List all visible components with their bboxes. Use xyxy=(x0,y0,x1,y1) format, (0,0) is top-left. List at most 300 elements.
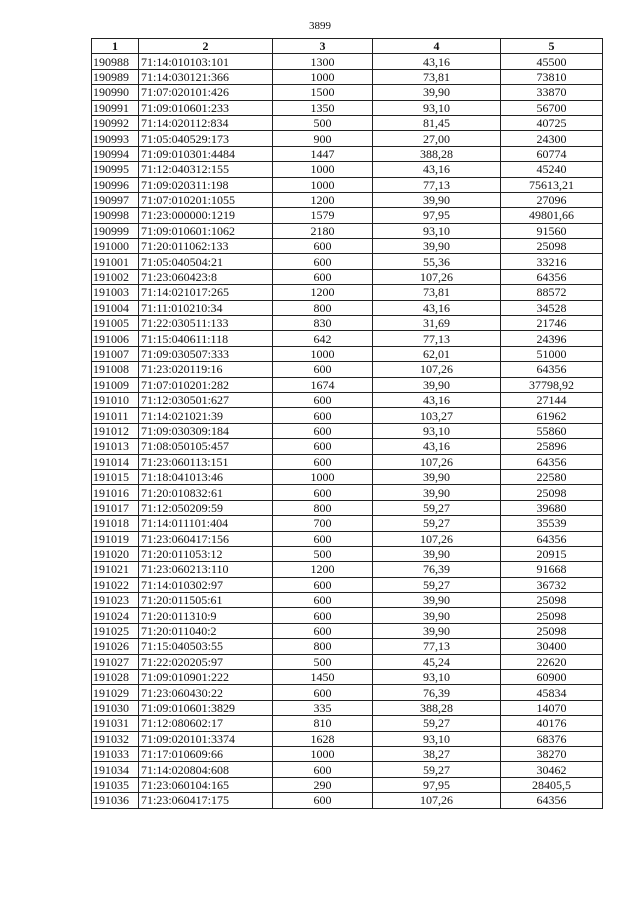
value-cell: 25098 xyxy=(501,608,603,623)
table-row xyxy=(92,762,603,777)
cadastral-number-cell: 71:23:060113:151 xyxy=(139,454,273,469)
area-cell: 600 xyxy=(273,408,373,423)
table-row xyxy=(92,516,603,531)
row-id-cell: 191032 xyxy=(92,731,139,746)
value-cell: 25896 xyxy=(501,439,603,454)
table-row xyxy=(92,562,603,577)
table-row xyxy=(92,408,603,423)
value-cell: 25098 xyxy=(501,623,603,638)
cadastral-number-cell: 71:09:010901:222 xyxy=(139,670,273,685)
value-cell: 33870 xyxy=(501,85,603,100)
rate-cell: 77,13 xyxy=(373,177,501,192)
rate-cell: 39,90 xyxy=(373,485,501,500)
table-row xyxy=(92,54,603,69)
table-row xyxy=(92,777,603,792)
cadastral-number-cell: 71:14:020112:834 xyxy=(139,115,273,130)
area-cell: 1000 xyxy=(273,346,373,361)
rate-cell: 43,16 xyxy=(373,300,501,315)
cadastral-number-cell: 71:23:060423:8 xyxy=(139,269,273,284)
value-cell: 75613,21 xyxy=(501,177,603,192)
row-id-cell: 191017 xyxy=(92,500,139,515)
area-cell: 600 xyxy=(273,762,373,777)
rate-cell: 39,90 xyxy=(373,546,501,561)
row-id-cell: 191005 xyxy=(92,316,139,331)
area-cell: 1300 xyxy=(273,54,373,69)
cadastral-number-cell: 71:20:011310:9 xyxy=(139,608,273,623)
row-id-cell: 190992 xyxy=(92,115,139,130)
rate-cell: 93,10 xyxy=(373,423,501,438)
area-cell: 1000 xyxy=(273,177,373,192)
rate-cell: 93,10 xyxy=(373,223,501,238)
table-row xyxy=(92,485,603,500)
row-id-cell: 191031 xyxy=(92,716,139,731)
cadastral-number-cell: 71:23:020119:16 xyxy=(139,362,273,377)
column-header-3: 3 xyxy=(273,39,373,54)
table-row xyxy=(92,716,603,731)
row-id-cell: 191010 xyxy=(92,392,139,407)
table-row xyxy=(92,700,603,715)
cadastral-number-cell: 71:14:030121:366 xyxy=(139,69,273,84)
row-id-cell: 191030 xyxy=(92,700,139,715)
value-cell: 64356 xyxy=(501,531,603,546)
rate-cell: 107,26 xyxy=(373,362,501,377)
value-cell: 45240 xyxy=(501,162,603,177)
table-row xyxy=(92,285,603,300)
rate-cell: 59,27 xyxy=(373,516,501,531)
row-id-cell: 191029 xyxy=(92,685,139,700)
value-cell: 55860 xyxy=(501,423,603,438)
cadastral-number-cell: 71:14:010302:97 xyxy=(139,577,273,592)
cadastral-number-cell: 71:14:021017:265 xyxy=(139,285,273,300)
area-cell: 500 xyxy=(273,546,373,561)
column-header-2: 2 xyxy=(139,39,273,54)
rate-cell: 39,90 xyxy=(373,192,501,207)
rate-cell: 97,95 xyxy=(373,777,501,792)
rate-cell: 39,90 xyxy=(373,469,501,484)
row-id-cell: 190988 xyxy=(92,54,139,69)
value-cell: 60774 xyxy=(501,146,603,161)
area-cell: 642 xyxy=(273,331,373,346)
rate-cell: 76,39 xyxy=(373,562,501,577)
column-header-5: 5 xyxy=(501,39,603,54)
area-cell: 800 xyxy=(273,639,373,654)
rate-cell: 39,90 xyxy=(373,608,501,623)
value-cell: 27144 xyxy=(501,392,603,407)
cadastral-number-cell: 71:23:000000:1219 xyxy=(139,208,273,223)
area-cell: 1674 xyxy=(273,377,373,392)
rate-cell: 55,36 xyxy=(373,254,501,269)
row-id-cell: 191020 xyxy=(92,546,139,561)
cadastral-number-cell: 71:09:010601:233 xyxy=(139,100,273,115)
area-cell: 600 xyxy=(273,423,373,438)
value-cell: 91560 xyxy=(501,223,603,238)
area-cell: 830 xyxy=(273,316,373,331)
table-row xyxy=(92,623,603,638)
cadastral-number-cell: 71:23:060430:22 xyxy=(139,685,273,700)
row-id-cell: 191006 xyxy=(92,331,139,346)
area-cell: 1200 xyxy=(273,285,373,300)
value-cell: 91668 xyxy=(501,562,603,577)
value-cell: 73810 xyxy=(501,69,603,84)
value-cell: 22620 xyxy=(501,654,603,669)
area-cell: 600 xyxy=(273,485,373,500)
row-id-cell: 191022 xyxy=(92,577,139,592)
cadastral-number-cell: 71:08:050105:457 xyxy=(139,439,273,454)
area-cell: 600 xyxy=(273,608,373,623)
area-cell: 600 xyxy=(273,239,373,254)
value-cell: 49801,66 xyxy=(501,208,603,223)
table-row xyxy=(92,131,603,146)
table-row xyxy=(92,85,603,100)
table-row xyxy=(92,793,603,808)
page-number: 3899 xyxy=(309,20,331,32)
cadastral-number-cell: 71:09:010301:4484 xyxy=(139,146,273,161)
rate-cell: 39,90 xyxy=(373,593,501,608)
value-cell: 24300 xyxy=(501,131,603,146)
row-id-cell: 191036 xyxy=(92,793,139,808)
rate-cell: 59,27 xyxy=(373,577,501,592)
row-id-cell: 191012 xyxy=(92,423,139,438)
row-id-cell: 191013 xyxy=(92,439,139,454)
cadastral-number-cell: 71:11:010210:34 xyxy=(139,300,273,315)
area-cell: 1000 xyxy=(273,69,373,84)
rate-cell: 39,90 xyxy=(373,377,501,392)
area-cell: 600 xyxy=(273,593,373,608)
value-cell: 64356 xyxy=(501,362,603,377)
table-body xyxy=(92,54,603,808)
value-cell: 24396 xyxy=(501,331,603,346)
cadastral-number-cell: 71:09:030507:333 xyxy=(139,346,273,361)
rate-cell: 107,26 xyxy=(373,793,501,808)
row-id-cell: 191025 xyxy=(92,623,139,638)
value-cell: 60900 xyxy=(501,670,603,685)
value-cell: 39680 xyxy=(501,500,603,515)
table-row xyxy=(92,331,603,346)
value-cell: 22580 xyxy=(501,469,603,484)
table-row xyxy=(92,423,603,438)
table-row xyxy=(92,177,603,192)
area-cell: 810 xyxy=(273,716,373,731)
rate-cell: 76,39 xyxy=(373,685,501,700)
area-cell: 600 xyxy=(273,577,373,592)
table-row xyxy=(92,377,603,392)
cadastral-number-cell: 71:17:010609:66 xyxy=(139,746,273,761)
table-row xyxy=(92,546,603,561)
value-cell: 51000 xyxy=(501,346,603,361)
cadastral-number-cell: 71:14:011101:404 xyxy=(139,516,273,531)
area-cell: 900 xyxy=(273,131,373,146)
column-header-1: 1 xyxy=(92,39,139,54)
table-row xyxy=(92,146,603,161)
data-table xyxy=(91,38,603,809)
cadastral-number-cell: 71:09:010601:3829 xyxy=(139,700,273,715)
table-row xyxy=(92,316,603,331)
area-cell: 800 xyxy=(273,500,373,515)
area-cell: 600 xyxy=(273,685,373,700)
row-id-cell: 191023 xyxy=(92,593,139,608)
row-id-cell: 190991 xyxy=(92,100,139,115)
area-cell: 600 xyxy=(273,623,373,638)
cadastral-number-cell: 71:22:030511:133 xyxy=(139,316,273,331)
value-cell: 27096 xyxy=(501,192,603,207)
value-cell: 61962 xyxy=(501,408,603,423)
table-row xyxy=(92,439,603,454)
value-cell: 64356 xyxy=(501,793,603,808)
area-cell: 1628 xyxy=(273,731,373,746)
area-cell: 600 xyxy=(273,254,373,269)
value-cell: 88572 xyxy=(501,285,603,300)
row-id-cell: 191001 xyxy=(92,254,139,269)
cadastral-number-cell: 71:07:020101:426 xyxy=(139,85,273,100)
cadastral-number-cell: 71:20:011053:12 xyxy=(139,546,273,561)
row-id-cell: 190994 xyxy=(92,146,139,161)
rate-cell: 107,26 xyxy=(373,269,501,284)
table-row xyxy=(92,192,603,207)
area-cell: 1200 xyxy=(273,562,373,577)
area-cell: 700 xyxy=(273,516,373,531)
area-cell: 290 xyxy=(273,777,373,792)
rate-cell: 73,81 xyxy=(373,69,501,84)
cadastral-number-cell: 71:12:080602:17 xyxy=(139,716,273,731)
area-cell: 600 xyxy=(273,362,373,377)
value-cell: 40176 xyxy=(501,716,603,731)
value-cell: 64356 xyxy=(501,269,603,284)
area-cell: 500 xyxy=(273,115,373,130)
cadastral-number-cell: 71:20:010832:61 xyxy=(139,485,273,500)
rate-cell: 103,27 xyxy=(373,408,501,423)
rate-cell: 39,90 xyxy=(373,239,501,254)
cadastral-number-cell: 71:20:011040:2 xyxy=(139,623,273,638)
area-cell: 1447 xyxy=(273,146,373,161)
area-cell: 600 xyxy=(273,439,373,454)
table-row xyxy=(92,746,603,761)
value-cell: 68376 xyxy=(501,731,603,746)
row-id-cell: 191000 xyxy=(92,239,139,254)
area-cell: 335 xyxy=(273,700,373,715)
rate-cell: 107,26 xyxy=(373,531,501,546)
table-row xyxy=(92,670,603,685)
table-row xyxy=(92,392,603,407)
row-id-cell: 191014 xyxy=(92,454,139,469)
value-cell: 36732 xyxy=(501,577,603,592)
value-cell: 21746 xyxy=(501,316,603,331)
rate-cell: 59,27 xyxy=(373,716,501,731)
table-row xyxy=(92,654,603,669)
area-cell: 500 xyxy=(273,654,373,669)
cadastral-number-cell: 71:09:030309:184 xyxy=(139,423,273,438)
area-cell: 1000 xyxy=(273,469,373,484)
row-id-cell: 191003 xyxy=(92,285,139,300)
rate-cell: 388,28 xyxy=(373,146,501,161)
table-row xyxy=(92,685,603,700)
table-row xyxy=(92,469,603,484)
cadastral-number-cell: 71:14:010103:101 xyxy=(139,54,273,69)
area-cell: 1500 xyxy=(273,85,373,100)
row-id-cell: 190995 xyxy=(92,162,139,177)
area-cell: 600 xyxy=(273,454,373,469)
rate-cell: 73,81 xyxy=(373,285,501,300)
row-id-cell: 191021 xyxy=(92,562,139,577)
value-cell: 37798,92 xyxy=(501,377,603,392)
rate-cell: 62,01 xyxy=(373,346,501,361)
column-header-4: 4 xyxy=(373,39,501,54)
rate-cell: 388,28 xyxy=(373,700,501,715)
table-row xyxy=(92,346,603,361)
rate-cell: 43,16 xyxy=(373,162,501,177)
cadastral-number-cell: 71:20:011062:133 xyxy=(139,239,273,254)
cadastral-number-cell: 71:14:021021:39 xyxy=(139,408,273,423)
cadastral-number-cell: 71:05:040504:21 xyxy=(139,254,273,269)
value-cell: 56700 xyxy=(501,100,603,115)
table-row xyxy=(92,162,603,177)
cadastral-number-cell: 71:09:020101:3374 xyxy=(139,731,273,746)
rate-cell: 59,27 xyxy=(373,762,501,777)
value-cell: 35539 xyxy=(501,516,603,531)
cadastral-number-cell: 71:07:010201:1055 xyxy=(139,192,273,207)
area-cell: 1350 xyxy=(273,100,373,115)
table-row xyxy=(92,454,603,469)
value-cell: 45834 xyxy=(501,685,603,700)
cadastral-number-cell: 71:18:041013:46 xyxy=(139,469,273,484)
row-id-cell: 190993 xyxy=(92,131,139,146)
row-id-cell: 191026 xyxy=(92,639,139,654)
value-cell: 34528 xyxy=(501,300,603,315)
cadastral-number-cell: 71:12:050209:59 xyxy=(139,500,273,515)
cadastral-number-cell: 71:09:020311:198 xyxy=(139,177,273,192)
rate-cell: 93,10 xyxy=(373,100,501,115)
value-cell: 28405,5 xyxy=(501,777,603,792)
row-id-cell: 190990 xyxy=(92,85,139,100)
rate-cell: 31,69 xyxy=(373,316,501,331)
rate-cell: 43,16 xyxy=(373,392,501,407)
value-cell: 25098 xyxy=(501,593,603,608)
row-id-cell: 191033 xyxy=(92,746,139,761)
cadastral-number-cell: 71:23:060417:175 xyxy=(139,793,273,808)
area-cell: 1579 xyxy=(273,208,373,223)
rate-cell: 39,90 xyxy=(373,85,501,100)
rate-cell: 107,26 xyxy=(373,454,501,469)
area-cell: 1000 xyxy=(273,162,373,177)
cadastral-number-cell: 71:22:020205:97 xyxy=(139,654,273,669)
cadastral-number-cell: 71:05:040529:173 xyxy=(139,131,273,146)
value-cell: 45500 xyxy=(501,54,603,69)
value-cell: 33216 xyxy=(501,254,603,269)
row-id-cell: 191015 xyxy=(92,469,139,484)
rate-cell: 27,00 xyxy=(373,131,501,146)
row-id-cell: 191028 xyxy=(92,670,139,685)
table-header-row xyxy=(92,39,603,54)
table-row xyxy=(92,69,603,84)
cadastral-number-cell: 71:14:020804:608 xyxy=(139,762,273,777)
table-row xyxy=(92,577,603,592)
area-cell: 800 xyxy=(273,300,373,315)
table-row xyxy=(92,223,603,238)
row-id-cell: 190996 xyxy=(92,177,139,192)
value-cell: 25098 xyxy=(501,239,603,254)
area-cell: 1450 xyxy=(273,670,373,685)
rate-cell: 43,16 xyxy=(373,439,501,454)
table-row xyxy=(92,362,603,377)
table-row xyxy=(92,300,603,315)
rate-cell: 81,45 xyxy=(373,115,501,130)
area-cell: 600 xyxy=(273,793,373,808)
value-cell: 20915 xyxy=(501,546,603,561)
table-row xyxy=(92,593,603,608)
rate-cell: 93,10 xyxy=(373,731,501,746)
rate-cell: 59,27 xyxy=(373,500,501,515)
value-cell: 14070 xyxy=(501,700,603,715)
table-row xyxy=(92,100,603,115)
rate-cell: 93,10 xyxy=(373,670,501,685)
row-id-cell: 191011 xyxy=(92,408,139,423)
row-id-cell: 191034 xyxy=(92,762,139,777)
table-row xyxy=(92,500,603,515)
cadastral-number-cell: 71:23:060213:110 xyxy=(139,562,273,577)
row-id-cell: 191019 xyxy=(92,531,139,546)
area-cell: 1200 xyxy=(273,192,373,207)
rate-cell: 45,24 xyxy=(373,654,501,669)
row-id-cell: 191018 xyxy=(92,516,139,531)
row-id-cell: 190997 xyxy=(92,192,139,207)
area-cell: 600 xyxy=(273,392,373,407)
value-cell: 38270 xyxy=(501,746,603,761)
table-row xyxy=(92,239,603,254)
row-id-cell: 191016 xyxy=(92,485,139,500)
rate-cell: 77,13 xyxy=(373,639,501,654)
value-cell: 30462 xyxy=(501,762,603,777)
cadastral-number-cell: 71:15:040611:118 xyxy=(139,331,273,346)
cadastral-number-cell: 71:23:060417:156 xyxy=(139,531,273,546)
row-id-cell: 190989 xyxy=(92,69,139,84)
document-sheet xyxy=(91,38,602,809)
table-row xyxy=(92,731,603,746)
cadastral-number-cell: 71:15:040503:55 xyxy=(139,639,273,654)
table-row xyxy=(92,639,603,654)
row-id-cell: 191002 xyxy=(92,269,139,284)
row-id-cell: 190998 xyxy=(92,208,139,223)
value-cell: 25098 xyxy=(501,485,603,500)
row-id-cell: 191024 xyxy=(92,608,139,623)
row-id-cell: 191027 xyxy=(92,654,139,669)
row-id-cell: 191004 xyxy=(92,300,139,315)
value-cell: 40725 xyxy=(501,115,603,130)
rate-cell: 43,16 xyxy=(373,54,501,69)
rate-cell: 97,95 xyxy=(373,208,501,223)
row-id-cell: 191009 xyxy=(92,377,139,392)
table-row xyxy=(92,254,603,269)
rate-cell: 77,13 xyxy=(373,331,501,346)
rate-cell: 39,90 xyxy=(373,623,501,638)
row-id-cell: 191007 xyxy=(92,346,139,361)
cadastral-number-cell: 71:07:010201:282 xyxy=(139,377,273,392)
cadastral-number-cell: 71:12:040312:155 xyxy=(139,162,273,177)
row-id-cell: 190999 xyxy=(92,223,139,238)
row-id-cell: 191008 xyxy=(92,362,139,377)
area-cell: 2180 xyxy=(273,223,373,238)
table-row xyxy=(92,608,603,623)
row-id-cell: 191035 xyxy=(92,777,139,792)
cadastral-number-cell: 71:23:060104:165 xyxy=(139,777,273,792)
area-cell: 1000 xyxy=(273,746,373,761)
value-cell: 30400 xyxy=(501,639,603,654)
table-row xyxy=(92,208,603,223)
area-cell: 600 xyxy=(273,269,373,284)
area-cell: 600 xyxy=(273,531,373,546)
rate-cell: 38,27 xyxy=(373,746,501,761)
cadastral-number-cell: 71:09:010601:1062 xyxy=(139,223,273,238)
table-row xyxy=(92,531,603,546)
cadastral-number-cell: 71:12:030501:627 xyxy=(139,392,273,407)
